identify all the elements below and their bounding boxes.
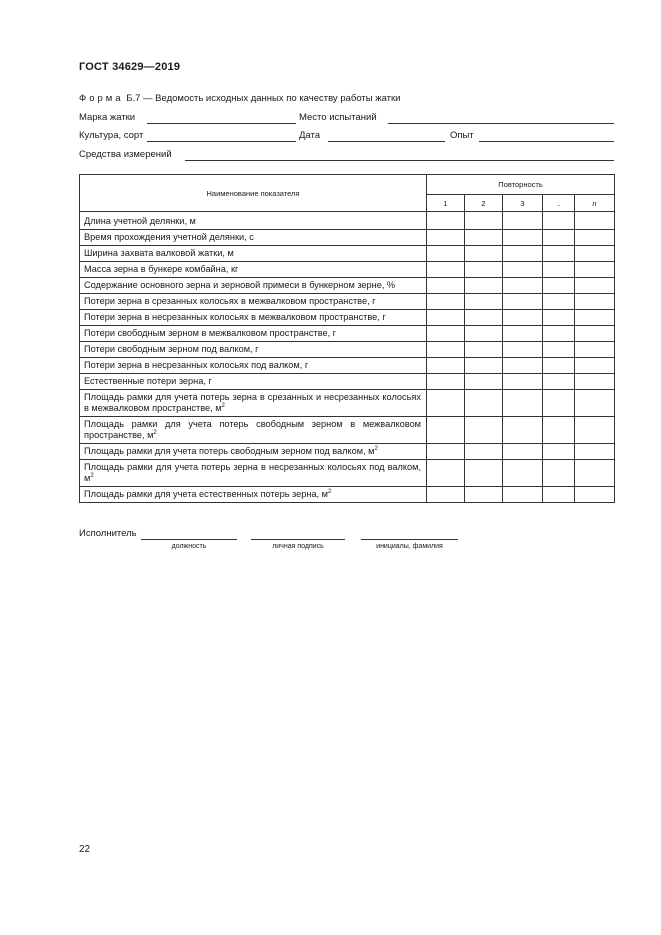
value-cell[interactable]	[543, 278, 575, 294]
table-row	[80, 262, 615, 278]
indicator-text: Площадь рамки для учета потерь свободным зерном под валком, м	[84, 446, 375, 456]
table-row	[80, 230, 615, 246]
header-repetition: Повторность	[427, 175, 615, 195]
repeat-col-1: 1	[427, 195, 465, 212]
instruments-line[interactable]	[185, 160, 614, 161]
value-cell[interactable]	[503, 278, 543, 294]
value-cell[interactable]	[543, 310, 575, 326]
trial-line[interactable]	[479, 141, 614, 142]
indicator-name	[80, 246, 427, 262]
value-cell[interactable]	[427, 230, 465, 246]
indicator-text: Содержание основного зерна и зерновой примеси в бункерном зерне, %	[84, 280, 396, 290]
value-cell[interactable]	[427, 246, 465, 262]
value-cell[interactable]	[543, 358, 575, 374]
value-cell[interactable]	[465, 487, 503, 503]
signature-block	[79, 528, 479, 554]
indicator-text: Потери зерна в срезанных колосьях в межвалковом пространстве, г	[84, 296, 376, 306]
value-cell[interactable]	[543, 230, 575, 246]
indicator-name	[80, 460, 427, 487]
indicator-text: Время прохождения учетной делянки, с	[84, 232, 254, 242]
value-cell[interactable]	[575, 310, 615, 326]
value-cell[interactable]	[465, 246, 503, 262]
indicator-name	[80, 358, 427, 374]
indicator-name	[80, 444, 427, 460]
indicator-name	[80, 212, 427, 230]
value-cell[interactable]	[503, 212, 543, 230]
value-cell[interactable]	[503, 262, 543, 278]
value-cell[interactable]	[465, 278, 503, 294]
table-row	[80, 278, 615, 294]
value-cell[interactable]	[503, 326, 543, 342]
value-cell[interactable]	[427, 310, 465, 326]
value-cell[interactable]	[575, 246, 615, 262]
value-cell[interactable]	[575, 212, 615, 230]
table-row	[80, 417, 615, 444]
repeat-col-ellipsis: ..	[543, 195, 575, 212]
indicator-text: Ширина захвата валковой жатки, м	[84, 248, 234, 258]
value-cell[interactable]	[543, 487, 575, 503]
header-brand-line[interactable]	[147, 123, 296, 124]
value-cell[interactable]	[427, 294, 465, 310]
position-line[interactable]	[141, 539, 237, 540]
value-cell[interactable]	[503, 342, 543, 358]
indicator-name	[80, 278, 427, 294]
value-cell[interactable]	[575, 230, 615, 246]
performer-label: Исполнитель	[79, 528, 137, 539]
signature-line[interactable]	[251, 539, 345, 540]
value-cell[interactable]	[503, 487, 543, 503]
table-row	[80, 487, 615, 503]
value-cell[interactable]	[465, 390, 503, 417]
value-cell[interactable]	[503, 374, 543, 390]
data-table	[79, 174, 615, 503]
table-row	[80, 246, 615, 262]
value-cell[interactable]	[575, 342, 615, 358]
value-cell[interactable]	[543, 390, 575, 417]
value-cell[interactable]	[575, 374, 615, 390]
value-cell[interactable]	[465, 310, 503, 326]
table-row	[80, 342, 615, 358]
indicator-name	[80, 310, 427, 326]
value-cell[interactable]	[503, 294, 543, 310]
value-cell[interactable]	[575, 278, 615, 294]
unit-superscript: 2	[327, 489, 332, 495]
indicator-name	[80, 326, 427, 342]
table-row	[80, 444, 615, 460]
indicator-text: Площадь рамки для учета естественных потерь зерна, м	[84, 489, 328, 499]
indicator-text: Масса зерна в бункере комбайна, кг	[84, 264, 239, 274]
table-row	[80, 460, 615, 487]
table-row	[80, 358, 615, 374]
value-cell[interactable]	[503, 246, 543, 262]
value-cell[interactable]	[575, 417, 615, 444]
value-cell[interactable]	[427, 212, 465, 230]
value-cell[interactable]	[427, 444, 465, 460]
unit-superscript: 2	[153, 430, 157, 436]
value-cell[interactable]	[427, 278, 465, 294]
standard-code: ГОСТ 34629—2019	[79, 61, 181, 73]
value-cell[interactable]	[503, 230, 543, 246]
value-cell[interactable]	[427, 262, 465, 278]
header-brand-label: Марка жатки	[79, 112, 136, 123]
form-title-text: Б.7 — Ведомость исходных данных по качеству работы жатки	[123, 93, 401, 104]
value-cell[interactable]	[543, 246, 575, 262]
value-cell[interactable]	[543, 342, 575, 358]
table-row	[80, 374, 615, 390]
name-caption: инициалы, фамилия	[376, 543, 443, 550]
trial-label: Опыт	[450, 130, 474, 141]
indicator-text: Площадь рамки для учета потерь зерна в срезанных и несрезанных колосьях в межвалковом пространстве, м	[84, 392, 421, 413]
value-cell[interactable]	[543, 444, 575, 460]
indicator-name	[80, 294, 427, 310]
table-row	[80, 212, 615, 230]
table-row	[80, 310, 615, 326]
indicator-text: Площадь рамки для учета потерь зерна в несрезанных колосьях под валком, м	[84, 462, 421, 483]
indicator-name	[80, 417, 427, 444]
crop-variety-line[interactable]	[147, 141, 296, 142]
instruments-label: Средства измерений	[79, 149, 172, 160]
value-cell[interactable]	[575, 444, 615, 460]
value-cell[interactable]	[427, 460, 465, 487]
form-title	[79, 93, 400, 104]
value-cell[interactable]	[543, 326, 575, 342]
value-cell[interactable]	[543, 417, 575, 444]
header-indicator-name: Наименование показателя	[80, 175, 427, 212]
value-cell[interactable]	[465, 212, 503, 230]
value-cell[interactable]	[503, 444, 543, 460]
indicator-name	[80, 342, 427, 358]
table-row	[80, 390, 615, 417]
form-word: Форма	[79, 93, 124, 104]
value-cell[interactable]	[465, 294, 503, 310]
value-cell[interactable]	[427, 417, 465, 444]
value-cell[interactable]	[503, 358, 543, 374]
value-cell[interactable]	[465, 444, 503, 460]
position-caption: должность	[171, 543, 207, 550]
indicator-text: Потери свободным зерном в межвалковом пространстве, г	[84, 328, 337, 338]
value-cell[interactable]	[503, 460, 543, 487]
indicator-name	[80, 487, 427, 503]
value-cell[interactable]	[465, 262, 503, 278]
date-line[interactable]	[328, 141, 445, 142]
value-cell[interactable]	[503, 390, 543, 417]
value-cell[interactable]	[543, 460, 575, 487]
value-cell[interactable]	[543, 212, 575, 230]
repeat-col-3: 3	[503, 195, 543, 212]
indicator-name	[80, 374, 427, 390]
page-number: 22	[79, 844, 91, 855]
name-line[interactable]	[361, 539, 458, 540]
crop-variety-label: Культура, сорт	[79, 130, 144, 141]
date-label: Дата	[299, 130, 321, 141]
unit-superscript: 2	[90, 473, 94, 479]
value-cell[interactable]	[427, 374, 465, 390]
value-cell[interactable]	[465, 460, 503, 487]
unit-superscript: 2	[374, 446, 378, 452]
value-cell[interactable]	[465, 417, 503, 444]
indicator-text: Площадь рамки для учета потерь свободным зерном в межвалковом пространстве, м	[84, 419, 421, 440]
value-cell[interactable]	[575, 390, 615, 417]
value-cell[interactable]	[503, 310, 543, 326]
value-cell[interactable]	[465, 230, 503, 246]
indicator-text: Длина учетной делянки, м	[84, 216, 196, 226]
table-row	[80, 294, 615, 310]
indicator-text: Потери зерна в несрезанных колосьях в межвалковом пространстве, г	[84, 312, 386, 322]
value-cell[interactable]	[543, 262, 575, 278]
field-row-brand	[79, 112, 614, 126]
value-cell[interactable]	[465, 358, 503, 374]
value-cell[interactable]	[575, 460, 615, 487]
test-site-line[interactable]	[388, 123, 614, 124]
value-cell[interactable]	[575, 358, 615, 374]
field-row-crop	[79, 130, 614, 144]
value-cell[interactable]	[427, 342, 465, 358]
value-cell[interactable]	[427, 326, 465, 342]
value-cell[interactable]	[575, 487, 615, 503]
indicator-name	[80, 390, 427, 417]
indicator-text: Потери зерна в несрезанных колосьях под валком, г	[84, 360, 309, 370]
value-cell[interactable]	[427, 358, 465, 374]
value-cell[interactable]	[575, 326, 615, 342]
value-cell[interactable]	[543, 374, 575, 390]
value-cell[interactable]	[543, 294, 575, 310]
value-cell[interactable]	[503, 417, 543, 444]
value-cell[interactable]	[465, 342, 503, 358]
indicator-text: Потери свободным зерном под валком, г	[84, 344, 259, 354]
value-cell[interactable]	[575, 262, 615, 278]
value-cell[interactable]	[465, 326, 503, 342]
value-cell[interactable]	[465, 374, 503, 390]
indicator-name	[80, 262, 427, 278]
table-row	[80, 326, 615, 342]
value-cell[interactable]	[427, 487, 465, 503]
value-cell[interactable]	[575, 294, 615, 310]
repeat-col-n: n	[575, 195, 615, 212]
signature-caption: личная подпись	[272, 543, 324, 550]
field-row-instruments	[79, 149, 614, 163]
unit-superscript: 2	[221, 403, 225, 409]
value-cell[interactable]	[427, 390, 465, 417]
test-site-label: Место испытаний	[299, 112, 377, 123]
indicator-text: Естественные потери зерна, г	[84, 376, 212, 386]
repeat-col-2: 2	[465, 195, 503, 212]
indicator-name	[80, 230, 427, 246]
